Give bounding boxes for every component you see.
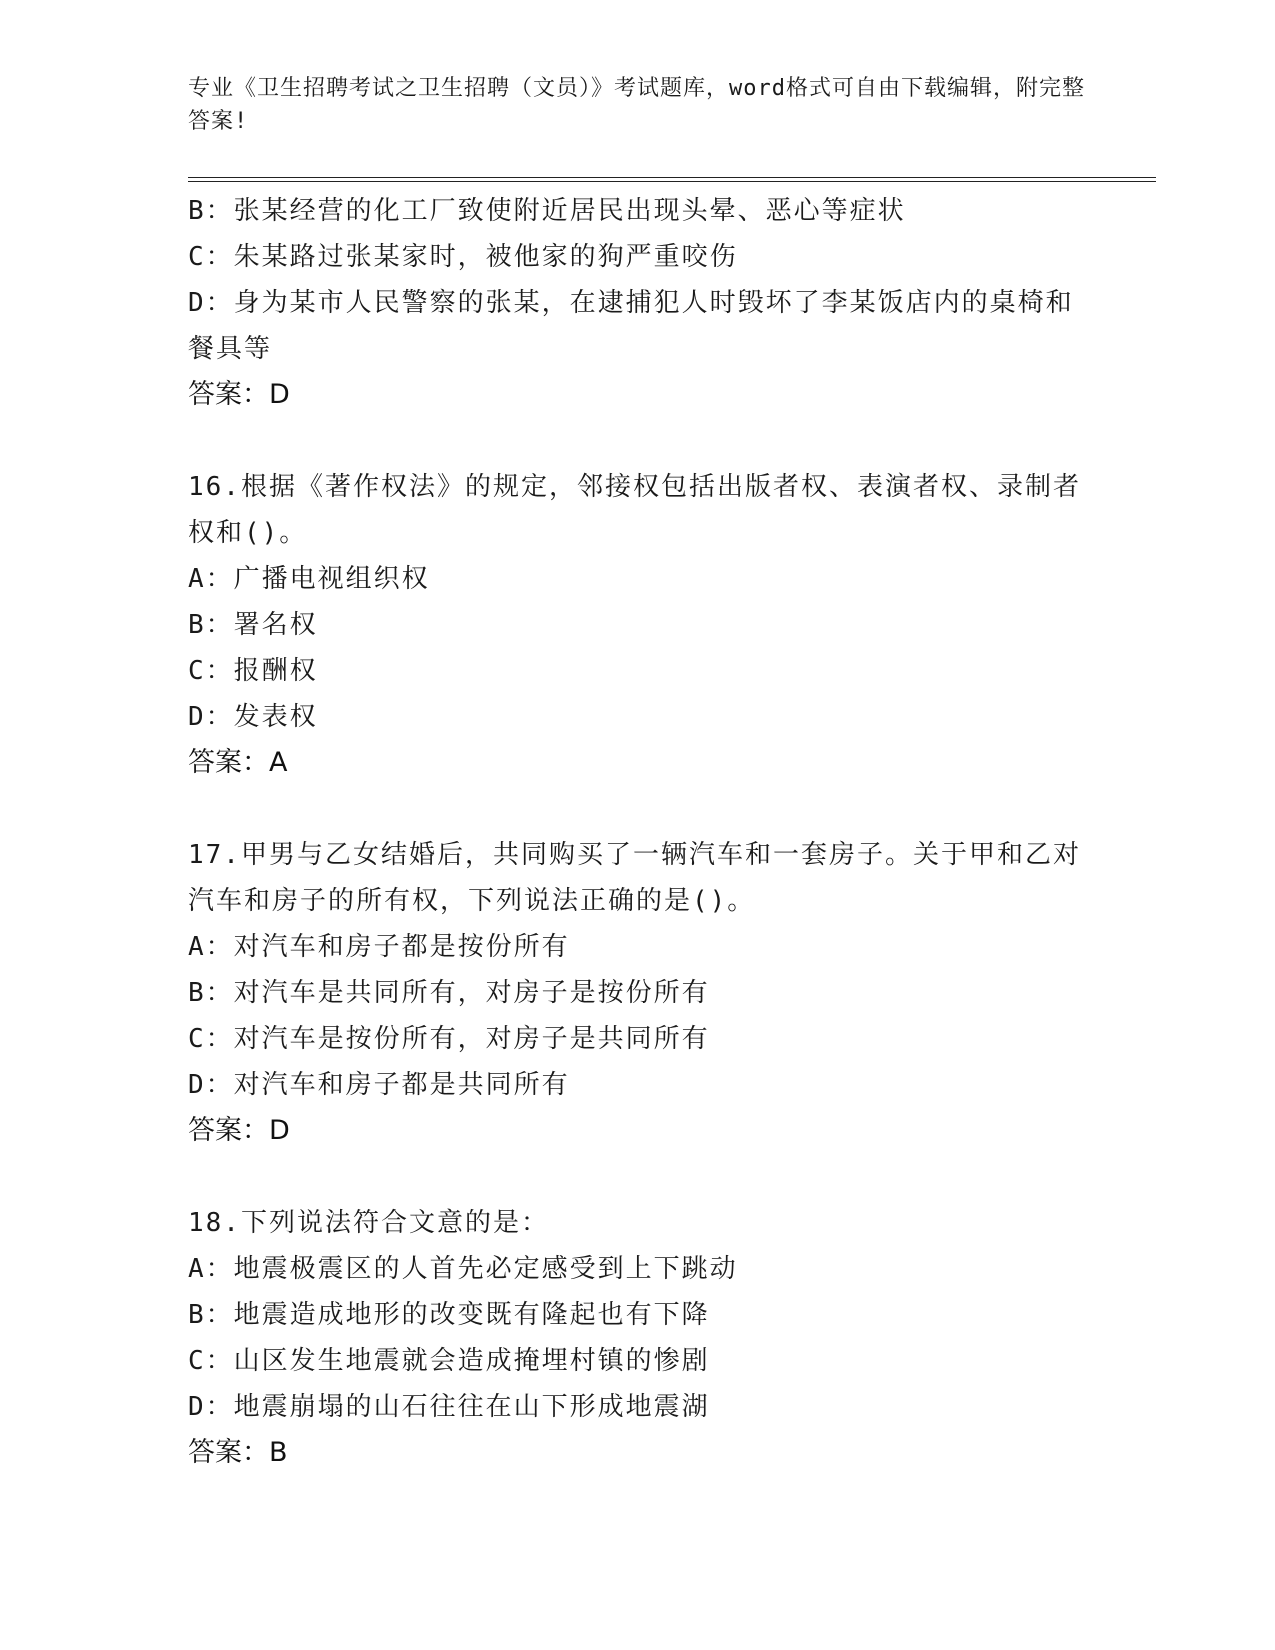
option-d: D：身为某市人民警察的张某，在逮捕犯人时毁坏了李某饭店内的桌椅和餐具等 [188,288,1074,364]
document-header: 专业《卫生招聘考试之卫生招聘（文员）》考试题库，word格式可自由下载编辑，附完整答案! [188,76,1085,134]
question-stem: 16.根据《著作权法》的规定，邻接权包括出版者权、表演者权、录制者权和()。 [188,472,1081,548]
question-stem: 18.下列说法符合文意的是： [188,1208,549,1238]
option-d: D：地震崩塌的山石往往在山下形成地震湖 [188,1392,710,1422]
question-15-continuation [188,188,1088,418]
spacer [188,786,1088,832]
option-c: C：报酬权 [188,656,318,686]
option-c: C：山区发生地震就会造成掩埋村镇的惨剧 [188,1346,710,1376]
answer-line: 答案：D [188,1115,290,1146]
question-17 [188,832,1088,1154]
answer-line: 答案：A [188,747,288,778]
option-a: A：地震极震区的人首先必定感受到上下跳动 [188,1254,738,1284]
option-d: D：发表权 [188,702,318,732]
option-c: C：对汽车是按份所有，对房子是共同所有 [188,1024,710,1054]
question-stem: 17.甲男与乙女结婚后，共同购买了一辆汽车和一套房子。关于甲和乙对汽车和房子的所有权，下列说法正确的是()。 [188,840,1081,916]
question-18 [188,1200,1088,1476]
spacer [188,1154,1088,1200]
option-d: D：对汽车和房子都是共同所有 [188,1070,570,1100]
question-list [188,188,1088,1476]
option-b: B：地震造成地形的改变既有隆起也有下降 [188,1300,710,1330]
answer-line: 答案：D [188,379,290,410]
spacer [188,418,1088,464]
header-divider [188,177,1156,182]
option-b: B：署名权 [188,610,318,640]
question-16 [188,464,1088,786]
option-b: B：对汽车是共同所有，对房子是按份所有 [188,978,710,1008]
option-c: C：朱某路过张某家时，被他家的狗严重咬伤 [188,242,738,272]
option-a: A：广播电视组织权 [188,564,430,594]
answer-line: 答案：B [188,1437,288,1468]
option-a: A：对汽车和房子都是按份所有 [188,932,570,962]
option-b: B：张某经营的化工厂致使附近居民出现头晕、恶心等症状 [188,196,906,226]
